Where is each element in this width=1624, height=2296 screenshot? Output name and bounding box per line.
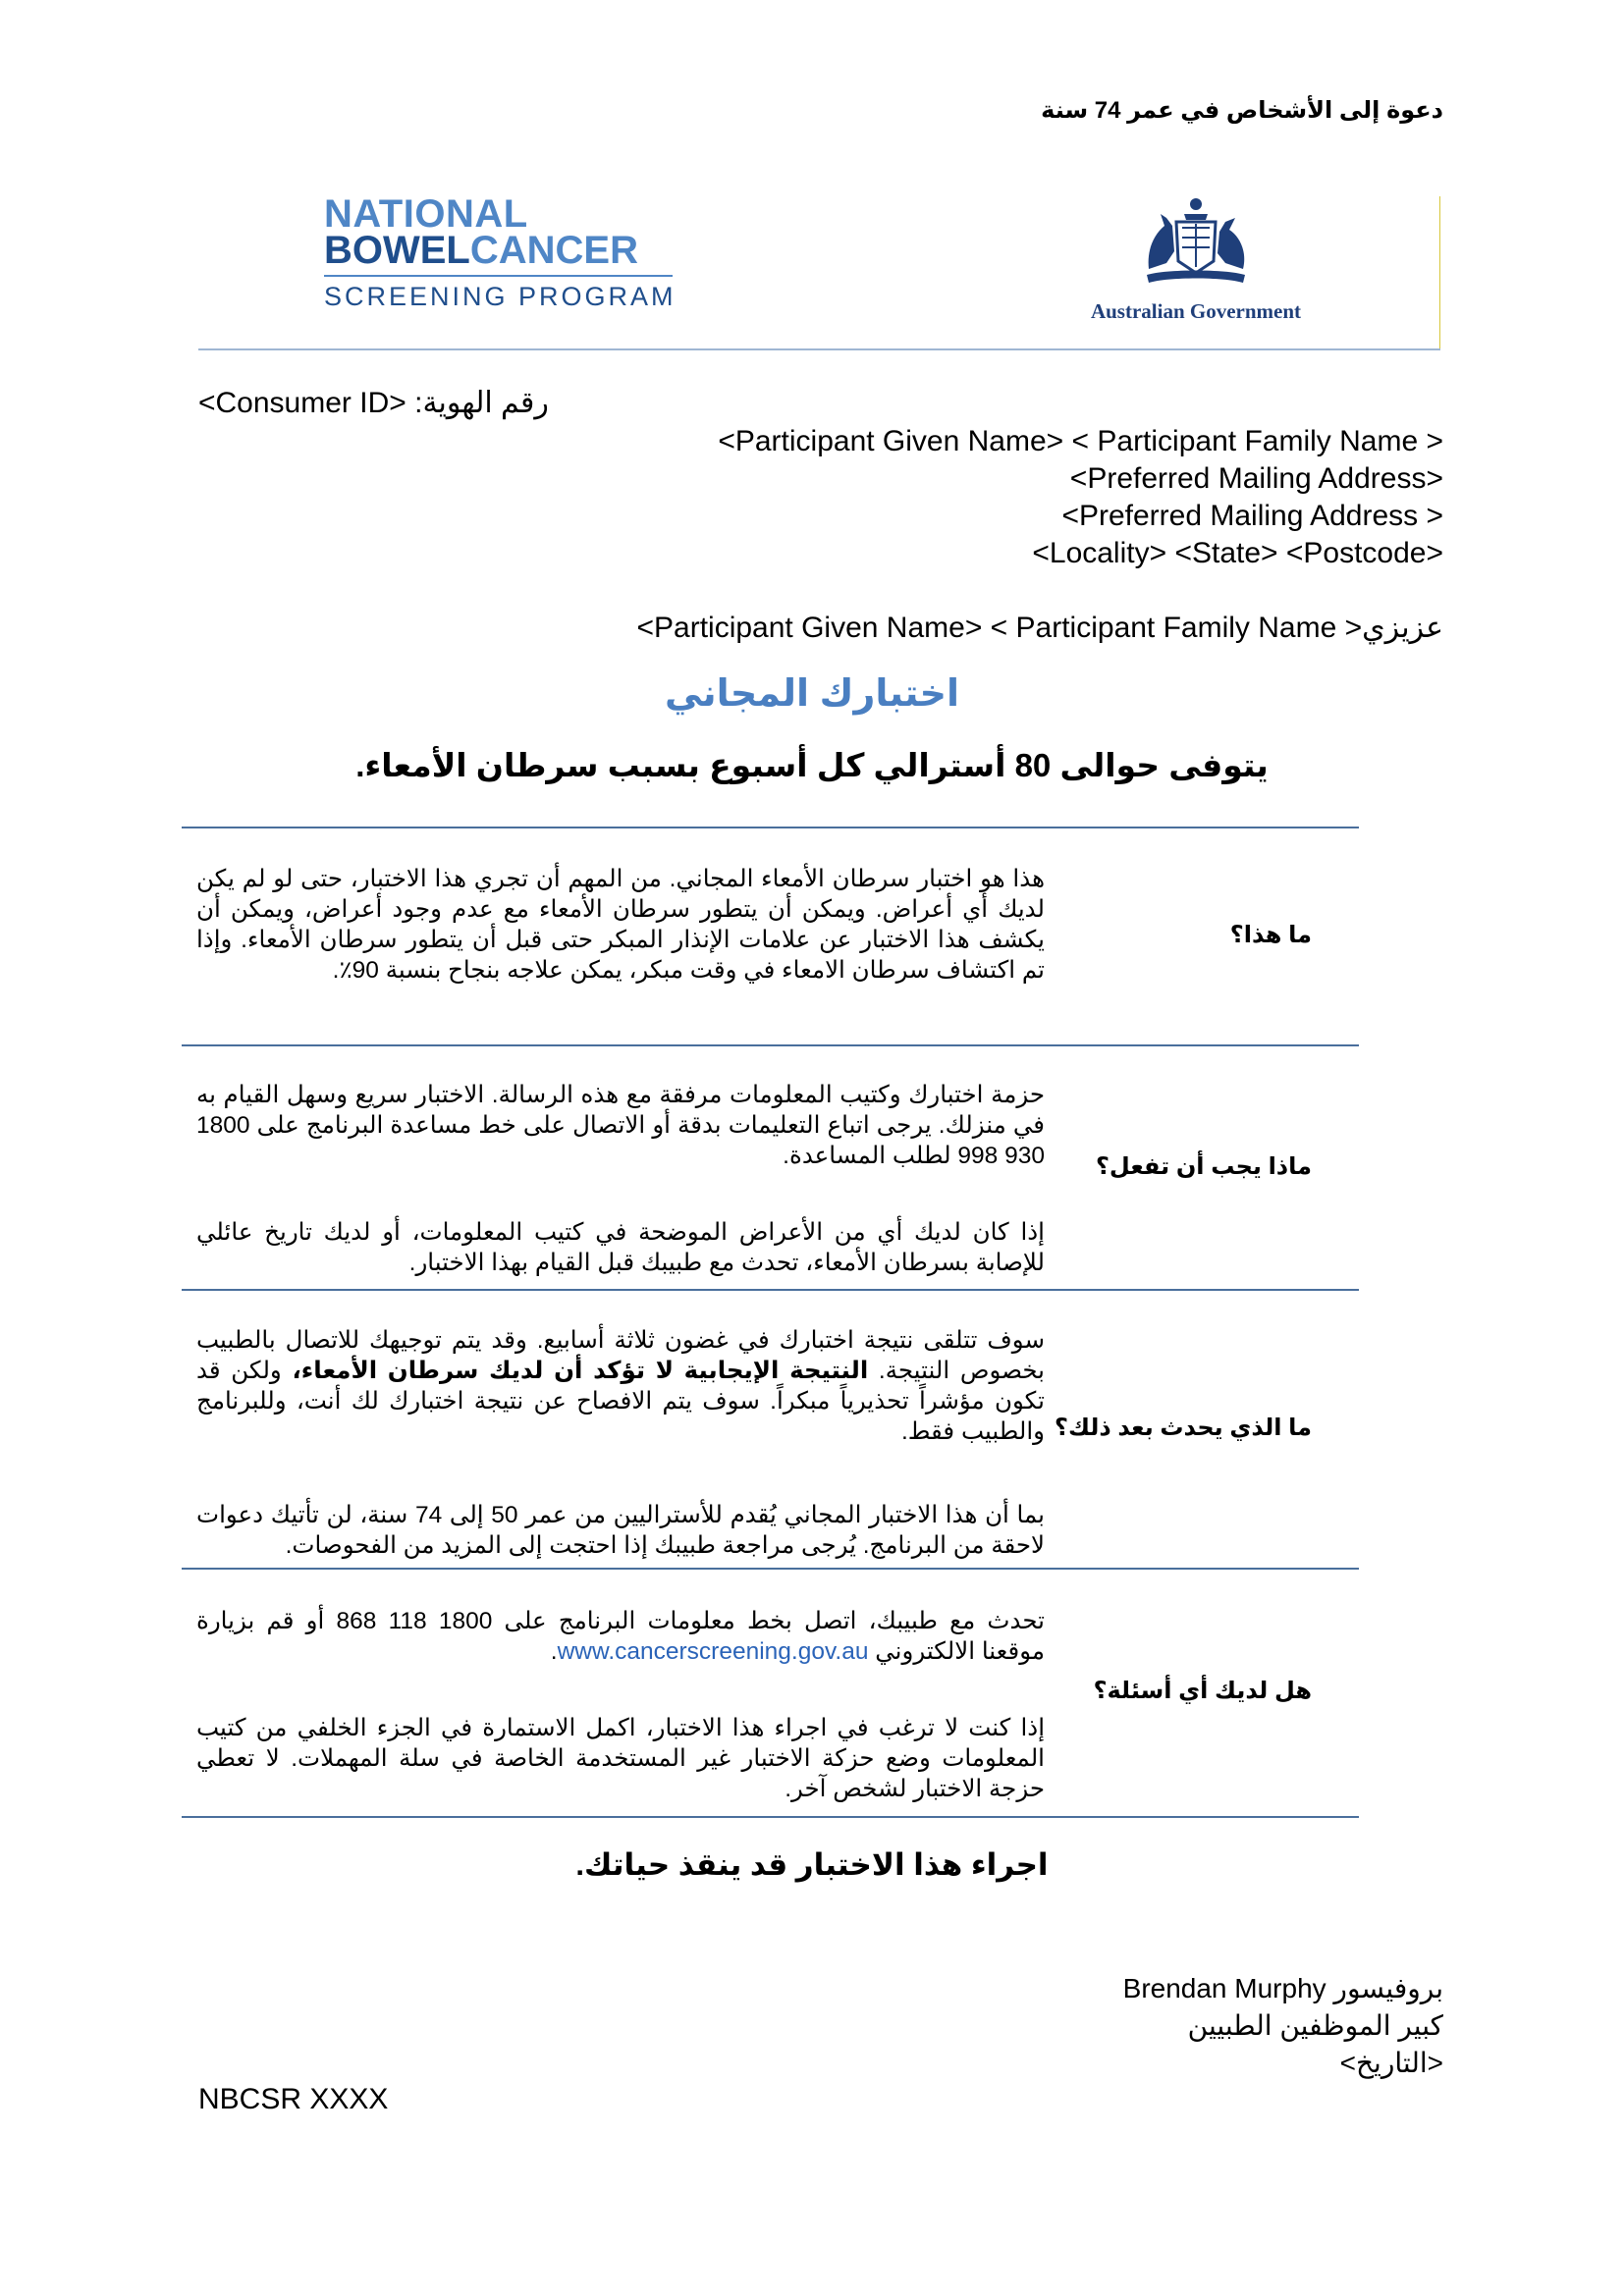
next-text-part-b: ولكن قد تكون مؤشراً تحذيرياً مبكراً. سوف يتم الافصاح عن نتيجة اختبارك لك أنت، وللبرنامج والطبيب فقط. bbox=[196, 1358, 1045, 1445]
signature-name: بروفيسور Brendan Murphy bbox=[1122, 1973, 1443, 2003]
coat-of-arms-icon bbox=[1127, 192, 1265, 291]
section-text-questions-2: إذا كنت لا ترغب في اجراء هذا الاختبار، اكمل الاستمارة في الجزء الخلفي من كتيب المعلومات وضع حزكة الاختبار غير المستخدمة الخاصة في سلة المهملات. لا تعطي حزجة الاختبار لشخص آخر. bbox=[196, 1715, 1045, 1802]
logo-word-bowel: BOWEL bbox=[324, 229, 470, 272]
logo-line-national: NATIONAL bbox=[324, 192, 528, 236]
logo-word-cancer: CANCER bbox=[469, 229, 638, 272]
section-text-next-1 bbox=[196, 1325, 1045, 1447]
questions-text-part-a: تحدث مع طبيبك، اتصل بخط معلومات البرنامج على 1800 118 868 أو قم بزيارة موقعنا الالكتروني bbox=[196, 1608, 1045, 1665]
page-title: اختبارك المجاني bbox=[664, 673, 960, 715]
section-divider bbox=[182, 1044, 1359, 1046]
website-link[interactable]: www.cancerscreening.gov.au bbox=[557, 1638, 869, 1665]
section-divider bbox=[182, 1568, 1359, 1570]
section-divider bbox=[182, 1289, 1359, 1291]
questions-text-part-b: . bbox=[550, 1638, 558, 1665]
logo-rule bbox=[324, 275, 673, 277]
section-label-what: ما هذا؟ bbox=[1229, 922, 1312, 948]
australian-government-text: Australian Government bbox=[1090, 299, 1302, 323]
section-text-todo-2: إذا كان لديك أي من الأعراض الموضحة في كتيب المعلومات، أو لديك تاريخ عائلي للإصابة بسرطان الأمعاء، تحدث مع طبيبك قبل القيام بهذا الاختبار. bbox=[196, 1219, 1045, 1276]
section-divider bbox=[182, 827, 1359, 828]
salutation: <Participant Given Name> < Participant Family Name >عزيزي bbox=[636, 612, 1443, 644]
logo-line-bowelcancer bbox=[324, 229, 677, 272]
section-label-next: ما الذي يحدث بعد ذلك؟ bbox=[1055, 1415, 1312, 1441]
address-line-name: <Participant Given Name> < Participant Family Name > bbox=[718, 425, 1443, 457]
australian-government-logo bbox=[1068, 192, 1324, 324]
nbcsp-logo bbox=[324, 192, 677, 312]
logo-line-screening: SCREENING PROGRAM bbox=[324, 282, 677, 311]
section-divider bbox=[182, 1816, 1359, 1818]
section-text-questions-1 bbox=[196, 1606, 1045, 1667]
address-line-2: <Preferred Mailing Address > bbox=[1061, 500, 1443, 532]
section-text-next-2: بما أن هذا الاختبار المجاني يُقدم للأستراليين من عمر 50 إلى 74 سنة، لن تأتيك دعوات لاحقة من البرنامج. يُرجى مراجعة طبيبك إذا احتجت إلى المزيد من الفحوصات. bbox=[196, 1502, 1045, 1559]
signature-date: <التاريخ> bbox=[1339, 2048, 1443, 2078]
closing-line: اجراء هذا الاختبار قد ينقذ حياتك. bbox=[575, 1847, 1049, 1882]
section-text-todo-1: حزمة اختبارك وكتيب المعلومات مرفقة مع هذه الرسالة. الاختبار سريع وسهل القيام به في منزلك. يرجى اتباع التعليمات بدقة أو الاتصال على خط مساعدة البرنامج على 1800 930 998 لطلب المساعدة. bbox=[196, 1082, 1045, 1169]
section-label-todo: ماذا يجب أن تفعل؟ bbox=[1095, 1153, 1312, 1180]
page-top-title: دعوة إلى الأشخاص في عمر 74 سنة bbox=[1041, 97, 1443, 124]
header-divider bbox=[198, 348, 1440, 350]
header-divider-vertical bbox=[1439, 196, 1440, 349]
consumer-id: <Consumer ID> :رقم الهوية bbox=[198, 387, 549, 419]
next-text-bold: النتيجة الإيجابية لا تؤكد أن لديك سرطان الأمعاء، bbox=[292, 1358, 869, 1384]
section-text-what: هذا هو اختبار سرطان الأمعاء المجاني. من المهم أن تجري هذا الاختبار، حتى لو لم يكن لديك أي أعراض. ويمكن أن يتطور سرطان الأمعاء مع عدم وجود أعراض، ويمكن أن يكشف هذا الاختبار عن علامات الإنذار المبكر حتى قبل أن يتطور سرطان الأمعاء. وإذا تم اكتشاف سرطان الامعاء في وقت مبكر، يمكن علاجه بنجاح بنسبة 90٪. bbox=[196, 866, 1045, 984]
footer-code: NBCSR XXXX bbox=[198, 2083, 389, 2115]
section-label-questions: هل لديك أي أسئلة؟ bbox=[1093, 1678, 1312, 1704]
address-line-locality: <Locality> <State> <Postcode> bbox=[1032, 537, 1443, 569]
signature-title: كبير الموظفين الطبيين bbox=[1187, 2010, 1443, 2041]
address-line-1: <Preferred Mailing Address> bbox=[1069, 462, 1443, 495]
page-subtitle: يتوفى حوالى 80 أسترالي كل أسبوع بسبب سرطان الأمعاء. bbox=[355, 747, 1269, 783]
next-text-part-a: سوف تتلقى نتيجة اختبارك في غضون ثلاثة أسابيع. وقد يتم توجيهك للاتصال بالطبيب بخصوص النتيجة. bbox=[196, 1327, 1045, 1384]
